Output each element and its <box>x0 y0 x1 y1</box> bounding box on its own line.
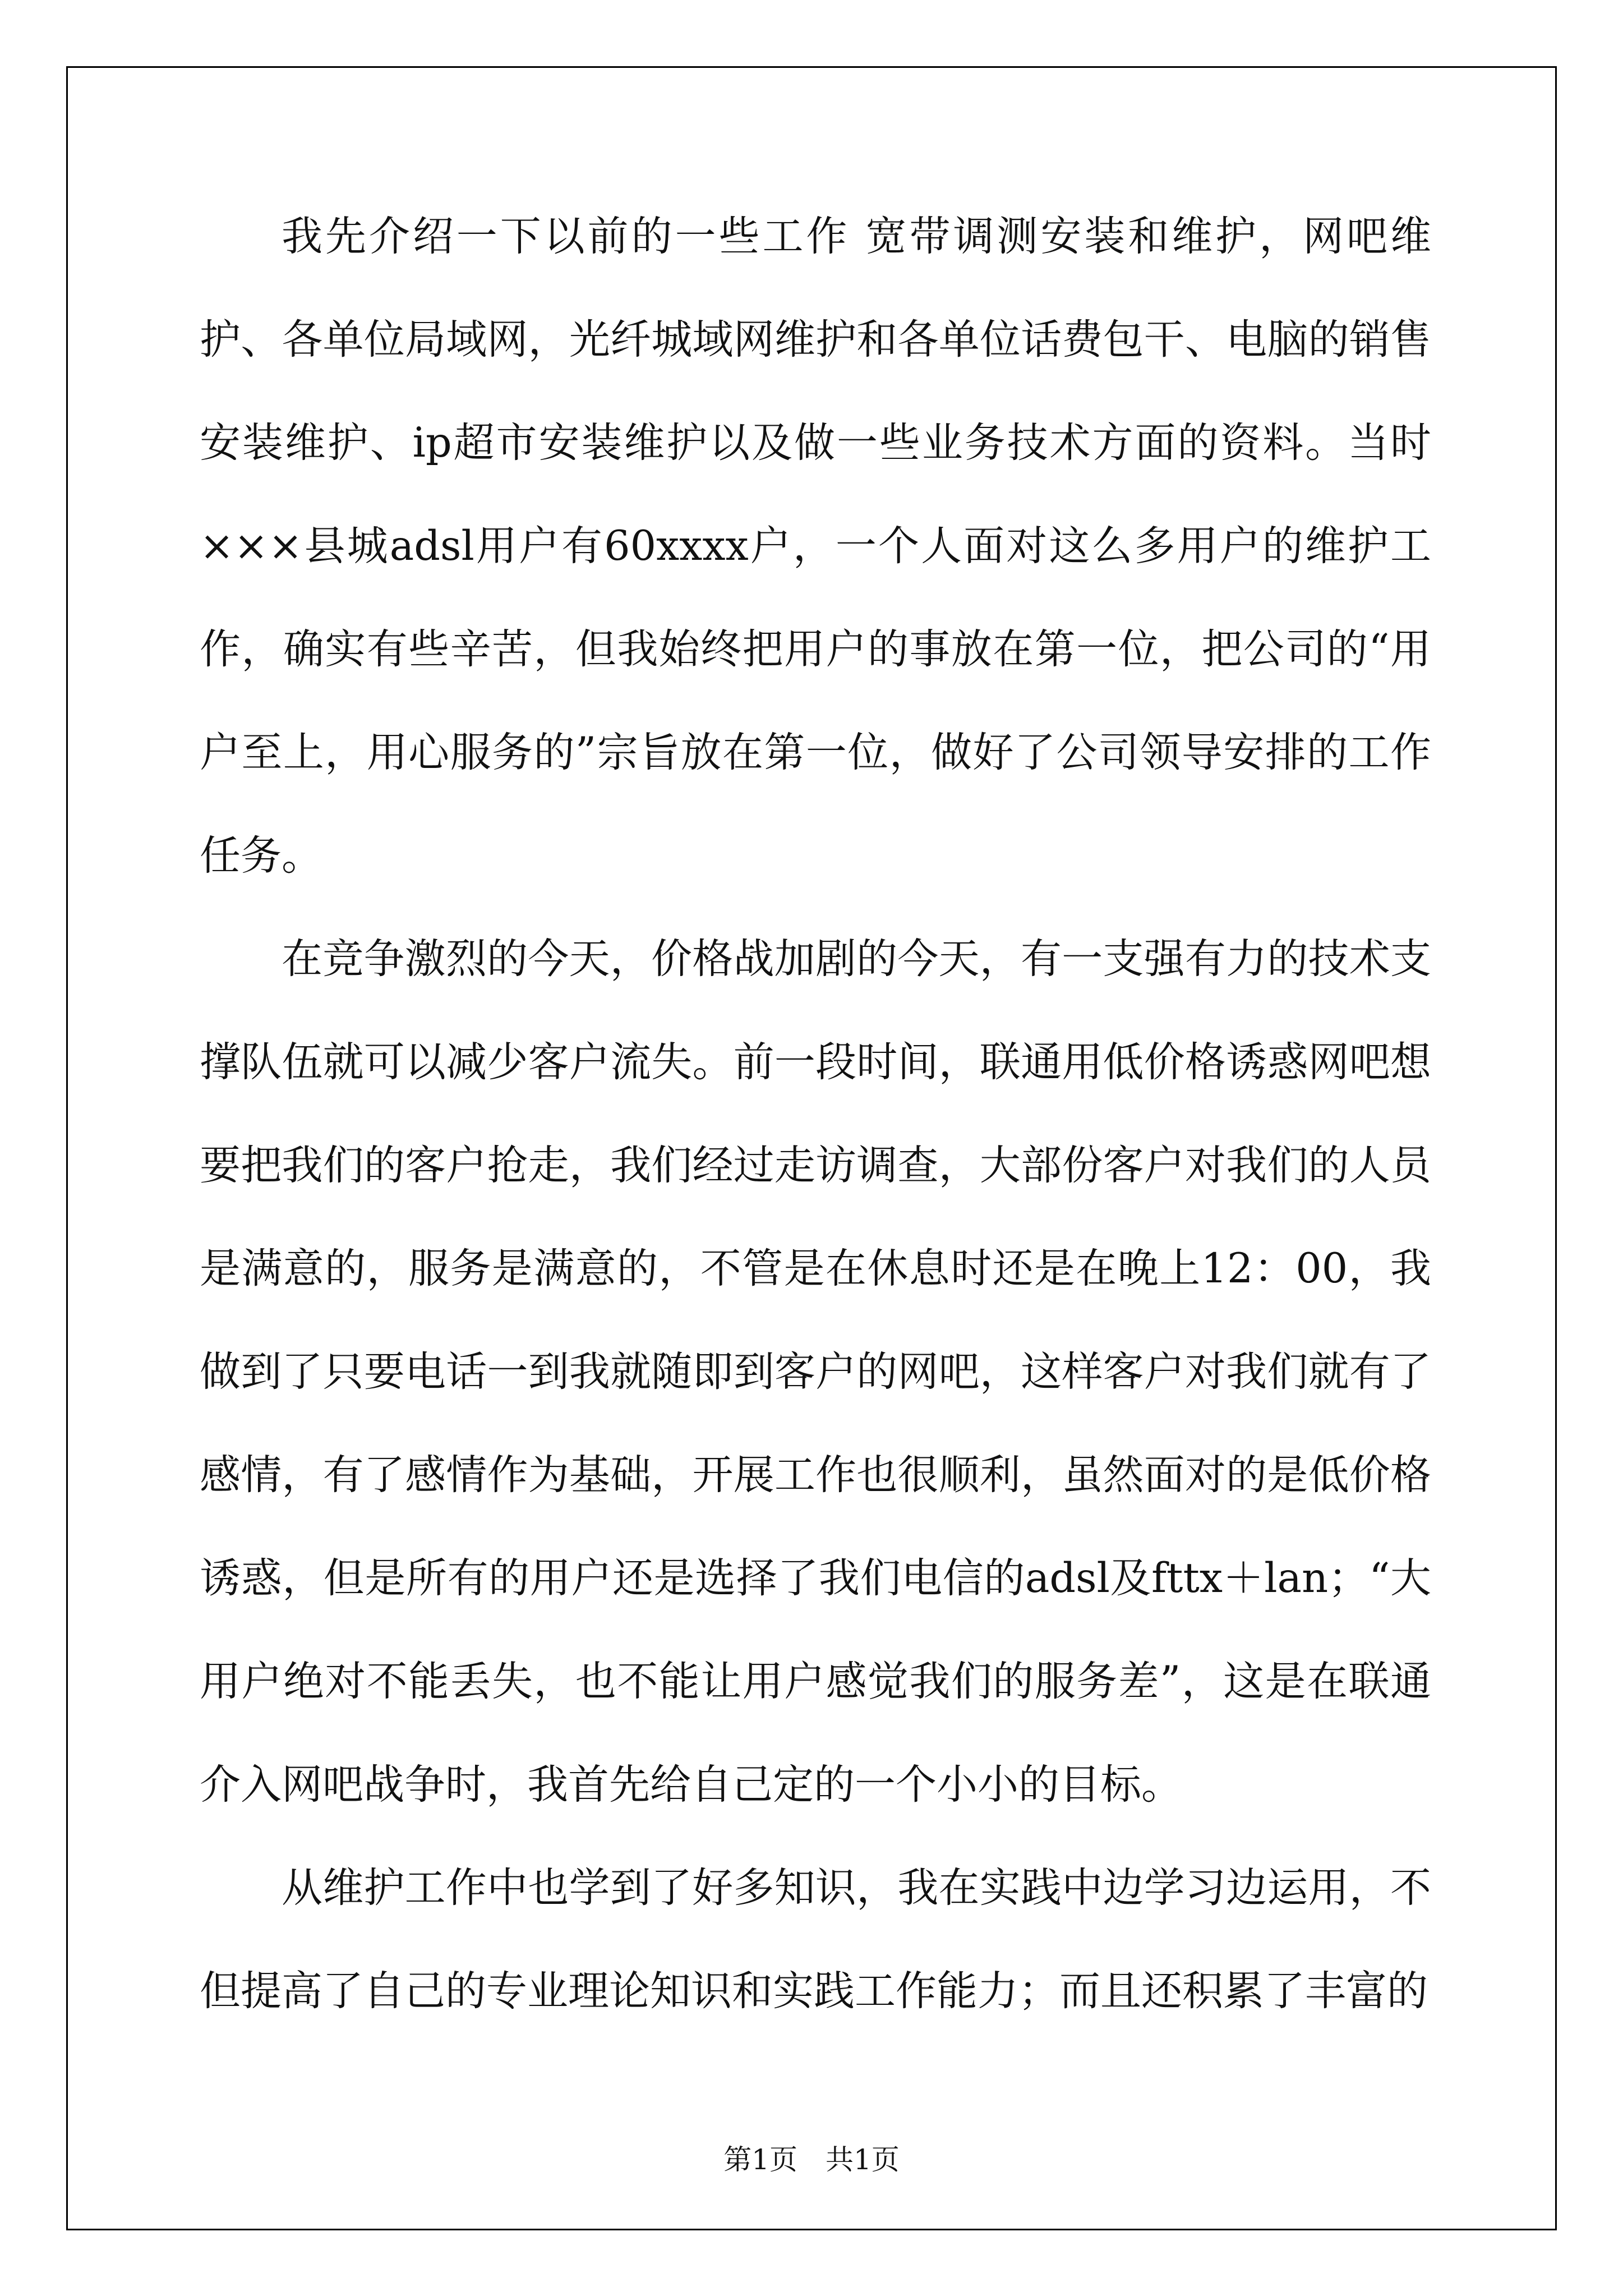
page-footer: 第1页 共1页 <box>723 2143 900 2176</box>
paragraph-1: 我先介绍一下以前的一些工作 宽带调测安装和维护，网吧维护、各单位局域网，光纤城域网维护和各单位话费包干、电脑的销售安装维护、ip超市安装维护以及做一些业务技术方面的资料。当时×××县城adsl用户有60xxxx户，一个人面对这么多用户的维护工作，确实有些辛苦，但我始终把用户的事放在第一位，把公司的“用户至上，用心服务的”宗旨放在第一位，做好了公司领导安排的工作任务。 <box>200 213 1431 880</box>
paragraph-3: 从维护工作中也学到了好多知识，我在实践中边学习边运用，不但提高了自己的专业理论知识和实践工作能力；而且还积累了丰富的 <box>200 1864 1431 2015</box>
paragraph-2: 在竞争激烈的今天，价格战加剧的今天，有一支强有力的技术支撑队伍就可以减少客户流失。前一段时间，联通用低价格诱惑网吧想要把我们的客户抢走，我们经过走访调查，大部份客户对我们的人员是满意的，服务是满意的，不管是在休息时还是在晚上12：00，我做到了只要电话一到我就随即到客户的网吧，这样客户对我们就有了感情，有了感情作为基础，开展工作也很顺利，虽然面对的是低价格诱惑，但是所有的用户还是选择了我们电信的adsl及fttx＋lan；“大用户绝对不能丢失，也不能让用户感觉我们的服务差”，这是在联通介入网吧战争时，我首先给自己定的一个小小的目标。 <box>200 935 1431 1809</box>
document-body <box>200 185 1431 2043</box>
